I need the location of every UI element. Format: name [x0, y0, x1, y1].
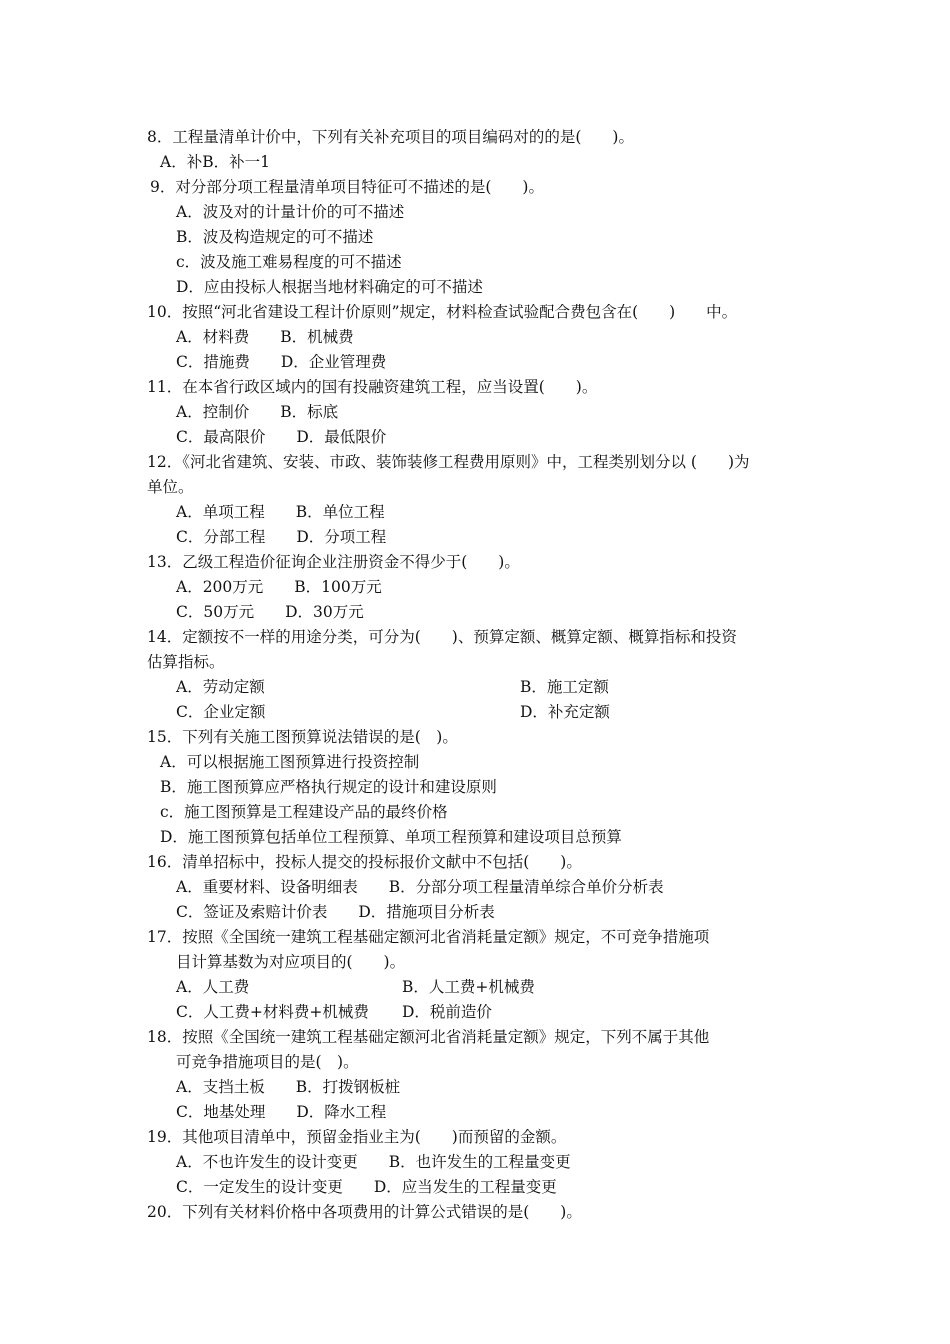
question-14-option-c: C．企业定额 [176, 703, 266, 721]
question-17-option-b: B．人工费+机械费 [402, 978, 535, 996]
question-16-options-cd: C．签证及索赔计价表 D．措施项目分析表 [176, 903, 495, 921]
question-11-options-ab: A．控制价 B．标底 [176, 403, 339, 421]
question-9-option-b: B．波及构造规定的可不描述 [176, 228, 374, 246]
question-8-stem: 8．工程量清单计价中，下列有关补充项目的项目编码对的的是( )。 [147, 128, 634, 146]
question-15-option-a: A．可以根据施工图预算进行投资控制 [160, 753, 420, 771]
question-15-option-d: D．施工图预算包括单位工程预算、单项工程预算和建设项目总预算 [160, 828, 622, 846]
question-15-option-c: c．施工图预算是工程建设产品的最终价格 [160, 803, 448, 821]
question-19-stem: 19．其他项目清单中，预留金指业主为( )而预留的金额。 [147, 1128, 567, 1146]
question-9-stem: 9．对分部分项工程量清单项目特征可不描述的是( )。 [150, 178, 544, 196]
question-19-options-ab: A．不也许发生的设计变更 B．也许发生的工程量变更 [176, 1153, 571, 1171]
question-14-option-a: A．劳动定额 [176, 678, 265, 696]
question-17-option-a: A．人工费 [176, 978, 250, 996]
question-16-stem: 16．清单招标中，投标人提交的投标报价文献中不包括( )。 [147, 853, 582, 871]
question-16-options-ab: A．重要材料、设备明细表 B．分部分项工程量清单综合单价分析表 [176, 878, 664, 896]
question-12-options-cd: C．分部工程 D．分项工程 [176, 528, 387, 546]
question-20-stem: 20．下列有关材料价格中各项费用的计算公式错误的是( )。 [147, 1203, 582, 1221]
question-19-options-cd: C．一定发生的设计变更 D．应当发生的工程量变更 [176, 1178, 557, 1196]
question-12-options-ab: A．单项工程 B．单位工程 [176, 503, 385, 521]
question-18-options-cd: C．地基处理 D．降水工程 [176, 1103, 387, 1121]
question-10-stem: 10．按照“河北省建设工程计价原则”规定，材料检查试验配合费包含在( ) 中。 [147, 303, 738, 321]
question-8-options: A．补B．补一1 [160, 153, 270, 171]
question-17-option-d: D．税前造价 [402, 1003, 492, 1021]
question-17-option-c: C．人工费+材料费+机械费 [176, 1003, 369, 1021]
question-13-options-ab: A．200万元 B．100万元 [176, 578, 382, 596]
question-18-stem-continued: 可竞争措施项目的是( )。 [176, 1053, 359, 1071]
question-11-options-cd: C．最高限价 D．最低限价 [176, 428, 387, 446]
question-12-stem: 12．《河北省建筑、安装、市政、装饰装修工程费用原则》中，工程类别划分以 ( )为 [147, 453, 750, 471]
question-14-stem: 14．定额按不一样的用途分类，可分为( )、预算定额、概算定额、概算指标和投资 [147, 628, 737, 646]
question-14-option-d: D．补充定额 [520, 703, 610, 721]
question-15-stem: 15．下列有关施工图预算说法错误的是( )。 [147, 728, 458, 746]
question-17-stem: 17．按照《全国统一建筑工程基础定额河北省消耗量定额》规定，不可竞争措施项 [147, 928, 710, 946]
question-18-options-ab: A．支挡土板 B．打拨钢板桩 [176, 1078, 401, 1096]
question-15-option-b: B．施工图预算应严格执行规定的设计和建设原则 [160, 778, 497, 796]
question-18-stem: 18．按照《全国统一建筑工程基础定额河北省消耗量定额》规定，下列不属于其他 [147, 1028, 710, 1046]
question-17-stem-continued: 目计算基数为对应项目的( )。 [176, 953, 406, 971]
question-10-options-cd: C．措施费 D．企业管理费 [176, 353, 387, 371]
question-14-stem-continued: 估算指标。 [147, 653, 225, 671]
question-12-stem-continued: 单位。 [147, 478, 194, 496]
question-9-option-a: A．波及对的计量计价的可不描述 [176, 203, 405, 221]
question-11-stem: 11．在本省行政区域内的国有投融资建筑工程，应当设置( )。 [147, 378, 598, 396]
question-9-option-d: D．应由投标人根据当地材料确定的可不描述 [176, 278, 483, 296]
question-10-options-ab: A．材料费 B．机械费 [176, 328, 354, 346]
question-13-options-cd: C．50万元 D．30万元 [176, 603, 364, 621]
question-13-stem: 13．乙级工程造价征询企业注册资金不得少于( )。 [147, 553, 520, 571]
question-9-option-c: c．波及施工难易程度的可不描述 [176, 253, 402, 271]
question-14-option-b: B．施工定额 [520, 678, 609, 696]
